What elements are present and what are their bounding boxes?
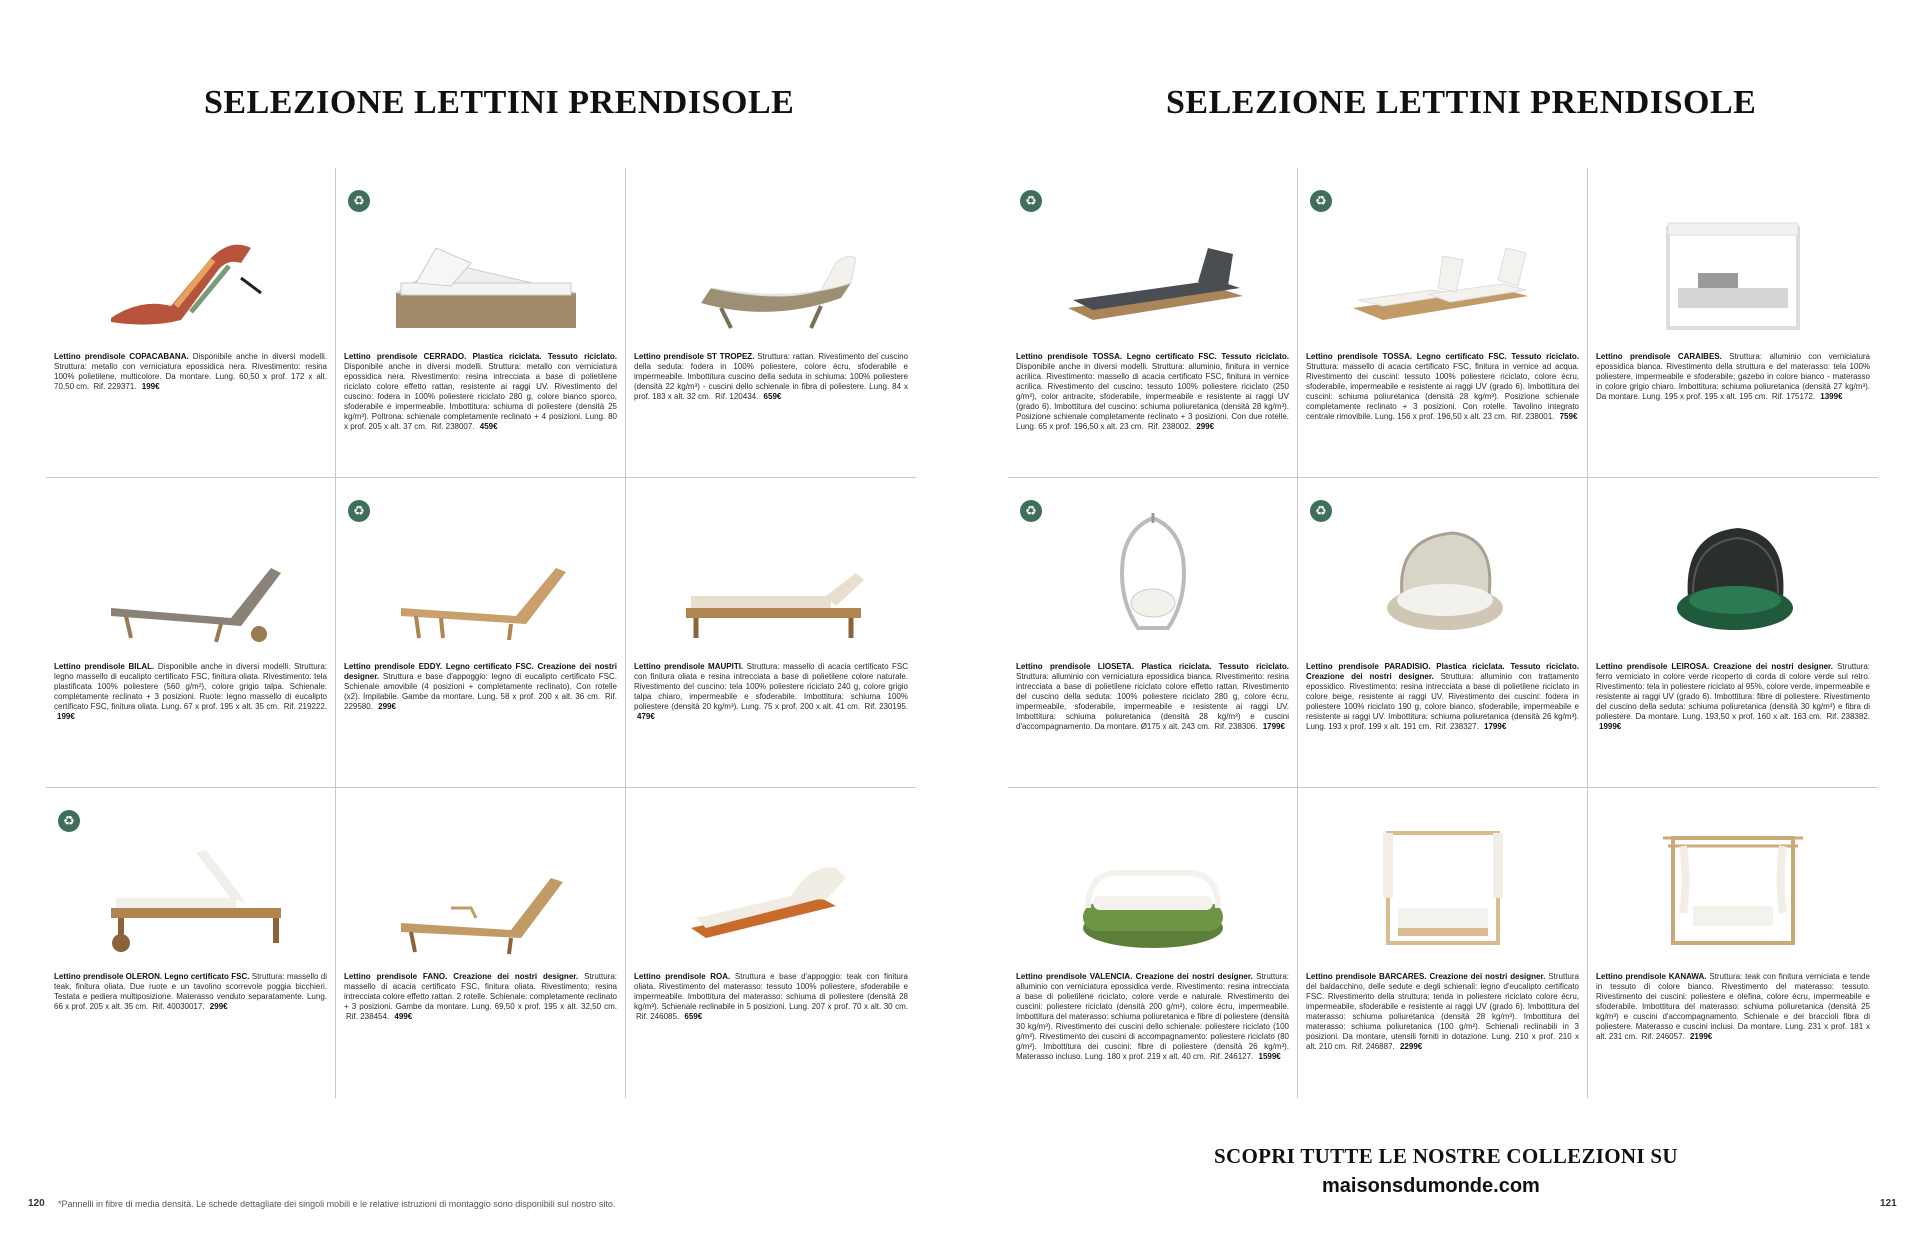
product-reference: Rif. 238306. <box>1214 722 1258 731</box>
product-description <box>1016 972 1289 1062</box>
product-name: Lettino prendisole TOSSA. Legno certificato FSC. Tessuto riciclato. <box>1306 352 1579 361</box>
product-name: Lettino prendisole MAUPITI. <box>634 662 744 671</box>
collections-heading: SCOPRI TUTTE LE NOSTRE COLLEZIONI SU <box>1214 1144 1678 1168</box>
product-description <box>1596 352 1870 402</box>
product-reference: Rif. 229580. <box>344 692 617 711</box>
product-card[interactable] <box>1008 788 1298 1098</box>
product-name: Lettino prendisole OLERON. Legno certificato FSC. <box>54 972 250 981</box>
product-details: Struttura: massello di acacia certificato FSC, finitura oliata. Rivestimento: resina intrecciata colore effetto rattan. 2 rotelle. Schienale: completamente reclinato + 3 posizioni. Gambe da montare. Lung. 69,50 x prof. 195 x alt. 32,50 cm. <box>344 972 617 1011</box>
product-price: 759€ <box>1559 412 1578 421</box>
hanging-pod-chair-icon <box>1016 498 1289 648</box>
product-details: Struttura: rattan. Rivestimento del cuscino della seduta: fodera in 100% poliestere, colore écru, sfoderabile e impermeabile. Imbottitura cuscino della seduta in schiuma: 100% poliestere (densità 22 kg/m³) - cuscini dello schienale in fibra di poliestere. Lung. 84 x prof. 183 x alt. 32 cm. <box>634 352 908 401</box>
product-price: 1399€ <box>1820 392 1843 401</box>
product-reference: Rif. 246127. <box>1210 1052 1254 1061</box>
product-name: Lettino prendisole EDDY. Legno certificato FSC. Creazione dei nostri designer. <box>344 662 617 681</box>
product-name: Lettino prendisole ST TROPEZ. <box>634 352 755 361</box>
product-price: 499€ <box>394 1012 413 1021</box>
product-reference: Rif. 238001. <box>1511 412 1555 421</box>
product-description <box>1016 662 1289 732</box>
product-name: Lettino prendisole LIOSETA. Plastica riciclata. Tessuto riciclato. <box>1016 662 1289 671</box>
product-price: 1999€ <box>1599 722 1622 731</box>
product-name: Lettino prendisole BILAL. <box>54 662 155 671</box>
right-page-title: SELEZIONE LETTINI PRENDISOLE <box>1166 84 1757 121</box>
orange-base-lounger-icon <box>634 808 908 958</box>
product-card[interactable] <box>336 478 626 788</box>
product-price: 199€ <box>57 712 75 721</box>
product-details: Disponibile anche in diversi modelli. Struttura: metallo con verniciatura epossidica nera. Rivestimento: resina 100% polietilene, multicolore. Da montare. Lung. 60,50 x prof. 172 x alt. 70,50 cm. <box>54 352 327 391</box>
product-card[interactable] <box>1298 168 1588 478</box>
acacia-lounger-cushion-icon <box>634 498 908 648</box>
recycle-leaf-icon: ♻ <box>348 190 370 212</box>
wicker-lounger-cushion-icon <box>344 188 617 338</box>
product-card[interactable] <box>46 168 336 478</box>
recycle-leaf-icon: ♻ <box>1310 500 1332 522</box>
wooden-canopy-double-icon <box>1306 808 1579 958</box>
product-price: 459€ <box>479 422 498 431</box>
product-card[interactable] <box>1298 788 1588 1098</box>
product-details: Struttura: alluminio con verniciatura epossidica bianca. Rivestimento della struttura e del materasso: tela 100% poliestere, impermeabile e sfoderabile; gazebo in colore bianco - materasso in colore grigio chiaro. Imbottitura: schiuma poliuretanica (densità 27 kg/m³). Da montare. Lung. 195 x prof. 195 x alt. 195 cm. <box>1596 352 1871 401</box>
product-reference: Rif. 229371. <box>93 382 137 391</box>
grey-mattress-lounger-icon <box>1016 188 1289 338</box>
product-name: Lettino prendisole LEIROSA. Creazione dei nostri designer. <box>1596 662 1833 671</box>
product-name: Lettino prendisole VALENCIA. Creazione dei nostri designer. <box>1016 972 1253 981</box>
acacia-lounger-icon <box>344 808 617 958</box>
recycle-leaf-icon: ♻ <box>1020 500 1042 522</box>
product-details: Struttura e base d'appoggio: legno di eucalipto certificato FSC. Schienale amovibile (4 posizioni + completamente reclinato). Con rotelle (x2). Impilabile. Gambe da montare. Lung. 58 x prof. 200 x alt. 36 cm. <box>344 672 617 701</box>
product-reference: Rif. 238007. <box>431 422 475 431</box>
product-price: 199€ <box>141 382 160 391</box>
product-card[interactable] <box>626 478 916 788</box>
product-reference: Rif. 120434. <box>715 392 759 401</box>
product-name: Lettino prendisole CERRADO. Plastica riciclata. Tessuto riciclato. <box>344 352 617 361</box>
product-name: Lettino prendisole FANO. Creazione dei nostri designer. <box>344 972 579 981</box>
recycle-leaf-icon: ♻ <box>1020 190 1042 212</box>
product-description <box>54 662 327 722</box>
product-name: Lettino prendisole CARAIBES. <box>1596 352 1722 361</box>
product-card[interactable] <box>1588 168 1878 478</box>
product-card[interactable] <box>336 788 626 1098</box>
product-price: 2299€ <box>1399 1042 1423 1051</box>
product-price: 1799€ <box>1484 722 1507 731</box>
footnote: *Pannelli in fibre di media densità. Le schede dettagliate dei singoli mobili e le relative istruzioni di montaggio sono disponibili sul nostro sito. <box>58 1199 616 1209</box>
product-name: Lettino prendisole ROA. <box>634 972 731 981</box>
product-description <box>1306 352 1579 422</box>
product-price: 299€ <box>1196 422 1215 431</box>
product-details: Struttura: teak con finitura verniciata e tende in tessuto di colore bianco. Rivestimento del materasso: tessuto. Rivestimento dei cuscini: poliestere e olefina, colore écru, impermeabile e sfoderabile. Imbottitura del materasso: schiuma poliuretanica (densità 25 kg/m³) e cuscini d'accompagnamento. Schienale e dei braccioli fibra di poliestere. Materasso e cuscini inclusi. Da montare. Lung. 231 x prof. 181 x alt. 231 cm. <box>1596 972 1870 1041</box>
product-reference: Rif. 40030017. <box>152 1002 205 1011</box>
product-reference: Rif. 238382. <box>1826 712 1871 721</box>
product-price: 2199€ <box>1689 1032 1713 1041</box>
product-details: Disponibile anche in diversi modelli. Struttura: metallo con verniciatura epossidica nera. Rivestimento: resina intrecciata a base di polietilene riciclato colore effetto rattan, resistente ai raggi UV. Rivestimento del cuscino: fodera in 100% poliestere riciclato 280 g, colore bianco sporco, sfoderabile e impermeabile. Imbottitura: schiuma di poliestere (densità 25 kg/m³). Poltrona: schienale completamente reclinato + 4 posizioni. Lung. 80 x prof. 205 x alt. 37 cm. <box>344 362 617 431</box>
product-price: 1599€ <box>1258 1052 1281 1061</box>
green-round-lounger-icon <box>1016 808 1289 958</box>
product-details: Struttura: alluminio con verniciatura epossidica bianca. Rivestimento: resina intrecciata a base di polietilene riciclato colore effetto rattan. Rivestimento del cuscino della seduta: 100% poliestere riciclato 280 g, colore écru, impermeabile, sfoderabile, impermeabile e resistente ai raggi UV. Imbottitura: schiuma poliuretanica (densità 28 kg/m³) e cuscini d'accompagnamento. Da montare. Ø175 x alt. 243 cm. <box>1016 672 1289 731</box>
product-price: 299€ <box>209 1002 228 1011</box>
recycle-leaf-icon: ♻ <box>1310 190 1332 212</box>
product-card[interactable] <box>336 168 626 478</box>
product-card[interactable] <box>46 788 336 1098</box>
lounger-padded-multicolor-icon <box>54 188 327 338</box>
product-description <box>1596 662 1870 732</box>
rattan-lounger-icon <box>634 188 908 338</box>
product-name: Lettino prendisole TOSSA. Legno certificato FSC. Tessuto riciclato. <box>1016 352 1289 361</box>
product-details: Struttura: alluminio con trattamento epossidico. Rivestimento: resina intrecciata a base di polietilene riciclato in colore beige, resistente ai raggi UV. Rivestimento dei cuscini: fodera in poliestere 100% riciclato 190 g, colore bianco, sfoderabile, impermeabile e resistente ai raggi UV. Imbottitura: schiuma poliuretanica (densità 26 kg/m³). Lung. 193 x prof. 199 x alt. 191 cm. <box>1306 672 1579 731</box>
white-canopy-bed-icon <box>1596 188 1870 338</box>
product-price: 1799€ <box>1262 722 1285 731</box>
product-details: Struttura del baldacchino, delle sedute e degli schienali: legno d'eucalipto certificato FSC. Rivestimento della struttura: tenda in poliestere riciclato colore écru, impermeabile, sfoderabile e resistente ai raggi UV (grado 6). Imbottitura del materasso: schiuma poliuretanica (densità 28 kg/m³). Imbottitura del materasso: schiuma poliuretanica (100 g/m²). Schienali reclinabili in 3 posizioni. Da montare, utensili forniti in dotazione. Lung. 210 x prof. 210 x alt. 210 cm. <box>1306 972 1579 1051</box>
double-lounger-icon <box>1306 188 1579 338</box>
product-card[interactable] <box>1008 478 1298 788</box>
product-details: Struttura e base d'appoggio: teak con finitura oliata. Rivestimento del materasso: tessuto 100% poliestere, sfoderabile e impermeabile. Imbottitura del materasso: schiuma di poliestere (densità 28 kg/m³). Schienale reclinabile in 5 posizioni. Lung. 207 x prof. 70 x alt. 30 cm. <box>634 972 908 1011</box>
product-card[interactable] <box>626 168 916 478</box>
product-details: Struttura: massello di teak, finitura oliata. Due ruote e un tavolino scorrevole poggia bicchieri. Testata e pediera multiposizione. Materasso venduto separatamente. Lung. 66 x prof. 205 x alt. 35 cm. <box>54 972 327 1011</box>
recycle-leaf-icon: ♻ <box>58 810 80 832</box>
product-reference: Rif. 246057. <box>1641 1032 1685 1041</box>
product-card[interactable] <box>1008 168 1298 478</box>
product-description <box>1306 972 1579 1052</box>
product-name: Lettino prendisole BARCARES. Creazione dei nostri designer. <box>1306 972 1546 981</box>
product-reference: Rif. 246085. <box>636 1012 680 1021</box>
product-description <box>1596 972 1870 1042</box>
product-description <box>344 662 617 712</box>
product-reference: Rif. 238002. <box>1147 422 1192 431</box>
product-details: Disponibile anche in diversi modelli. Struttura: legno massello di eucalipto certificato FSC, finitura oliata. Rivestimento: tela plastificata 100% poliestere (560 g/m²), colore grigio talpa. Schienale: completamente reclinato + 3 posizioni. Ruote: legno massello di eucalipto certificato FSC, finitura oliata. Lung. 67 x prof. 195 x alt. 35 cm. <box>54 662 327 711</box>
left-page-title: SELEZIONE LETTINI PRENDISOLE <box>204 84 795 121</box>
product-card[interactable] <box>626 788 916 1098</box>
product-details: Struttura: massello di acacia certificato FSC con finitura oliata e resina intrecciata a base di polietilene colore naturale. Rivestimento del cuscino: tela 100% poliestere riciclato 240 g, colore grigio talpa chiaro, impermeabile e sfoderabile. Imbottitura: schiuma 100% poliestere (densità 20 kg/m³). Lung. 75 x prof. 200 x alt. 41 cm. <box>634 662 908 711</box>
product-name: Lettino prendisole COPACABANA. <box>54 352 189 361</box>
product-details: Disponibile anche in diversi modelli. Struttura: alluminio, finitura in vernice acrilica. Rivestimento: massello di acacia certificato FSC, finitura in vernice acrilica. Rivestimento del cuscino: tessuto 100% poliestere riciclato (250 g/m²), color antracite, sfoderabile, impermeabile e resistente ai raggi UV (grado 6). Imbottitura del cuscino: schiuma poliuretanica (densità 28 kg/m³). Posizione schienale completamente reclinato + 3 posizioni. Con due rotelle. Lung. 65 x prof. 196,50 x alt. 23 cm. <box>1016 362 1289 431</box>
website-link[interactable]: maisonsdumonde.com <box>1322 1175 1540 1197</box>
product-price: 659€ <box>684 1012 703 1021</box>
green-round-daybed-icon <box>1596 498 1870 648</box>
product-description <box>634 972 908 1022</box>
product-reference: Rif. 238327. <box>1435 722 1479 731</box>
product-details: Struttura: alluminio con verniciatura epossidica verde. Rivestimento: resina intrecciata a base di polietilene riciclato, colore verde e naturale. Rivestimento dei cuscini: poliestere riciclato (densità 200 g/m²), colore écru, impermeabile. Imbottitura del materasso: schiuma poliuretanica e fibre di poliestere (densità 30 kg/m³). Rivestimento dei cuscini dello schienale: poliestere riciclato (100 g/m²). Rivestimento dei cuscini di accompagnamento: poliestere riciclato (80 g/m²). Imbottitura dei cuscini: fibre di poliestere (densità 26 kg/m³). Materasso incluso. Lung. 180 x prof. 219 x alt. 40 cm. <box>1016 972 1290 1061</box>
product-price: 479€ <box>637 712 655 721</box>
right-product-grid <box>1008 168 1878 1098</box>
product-description <box>634 352 908 402</box>
product-card[interactable] <box>46 478 336 788</box>
product-description <box>344 972 617 1022</box>
left-product-grid <box>46 168 916 1098</box>
product-reference: Rif. 230195. <box>864 702 908 711</box>
product-details: Struttura: massello di acacia certificato FSC, finitura in vernice ad acqua. Rivestimento dei cuscini: tessuto 100% poliestere riciclato, colore écru, sfoderabile, impermeabile e resistente ai raggi UV (grado 6). Imbottitura dei cuscini: schiuma poliuretanica (densità 28 kg/m³). Posizione schienale completamente reclinato + 3 posizioni. Con rotelle. Tavolino integrato centrale rimovibile. Lung. 156 x prof. 196,50 x alt. 23 cm. <box>1306 362 1579 421</box>
product-card[interactable] <box>1588 788 1878 1098</box>
product-description <box>634 662 908 722</box>
teak-canopy-daybed-icon <box>1596 808 1870 958</box>
right-page-number: 121 <box>1880 1198 1897 1209</box>
product-description <box>54 972 327 1012</box>
product-reference: Rif. 175172. <box>1771 392 1816 401</box>
left-page-number: 120 <box>28 1198 45 1209</box>
product-description <box>54 352 327 392</box>
product-reference: Rif. 246887. <box>1351 1042 1395 1051</box>
product-details: Struttura: ferro verniciato in colore verde ricoperto di corda di colore verde sul retro. Rivestimento: tela in poliestere riciclato al 95%, colore verde, impermeabile e resistente ai raggi UV (grado 6). Imbottitura: fibre di poliestere. Rivestimento del cuscino della seduta: schiuma poliuretanica (densità 30 kg/m³) e fibra di poliestere. Da montare. Lung. 193,50 x prof. 160 x alt. 163 cm. <box>1596 662 1870 721</box>
round-wicker-daybed-icon <box>1306 498 1579 648</box>
taupe-wheeled-lounger-icon <box>54 498 327 648</box>
product-price: 299€ <box>378 702 396 711</box>
product-reference: Rif. 238454. <box>346 1012 390 1021</box>
product-description <box>1016 352 1289 432</box>
product-name: Lettino prendisole PARADISIO. Plastica riciclata. Tessuto riciclato. Creazione dei nostri designer. <box>1306 662 1579 681</box>
product-card[interactable] <box>1298 478 1588 788</box>
teak-lounger-icon <box>344 498 617 648</box>
product-description <box>1306 662 1579 732</box>
product-reference: Rif. 219222. <box>283 702 327 711</box>
recycle-leaf-icon: ♻ <box>348 500 370 522</box>
product-price: 659€ <box>763 392 782 401</box>
product-description <box>344 352 617 432</box>
teak-lounger-wheels-icon <box>54 808 327 958</box>
product-name: Lettino prendisole KANAWA. <box>1596 972 1707 981</box>
product-card[interactable] <box>1588 478 1878 788</box>
